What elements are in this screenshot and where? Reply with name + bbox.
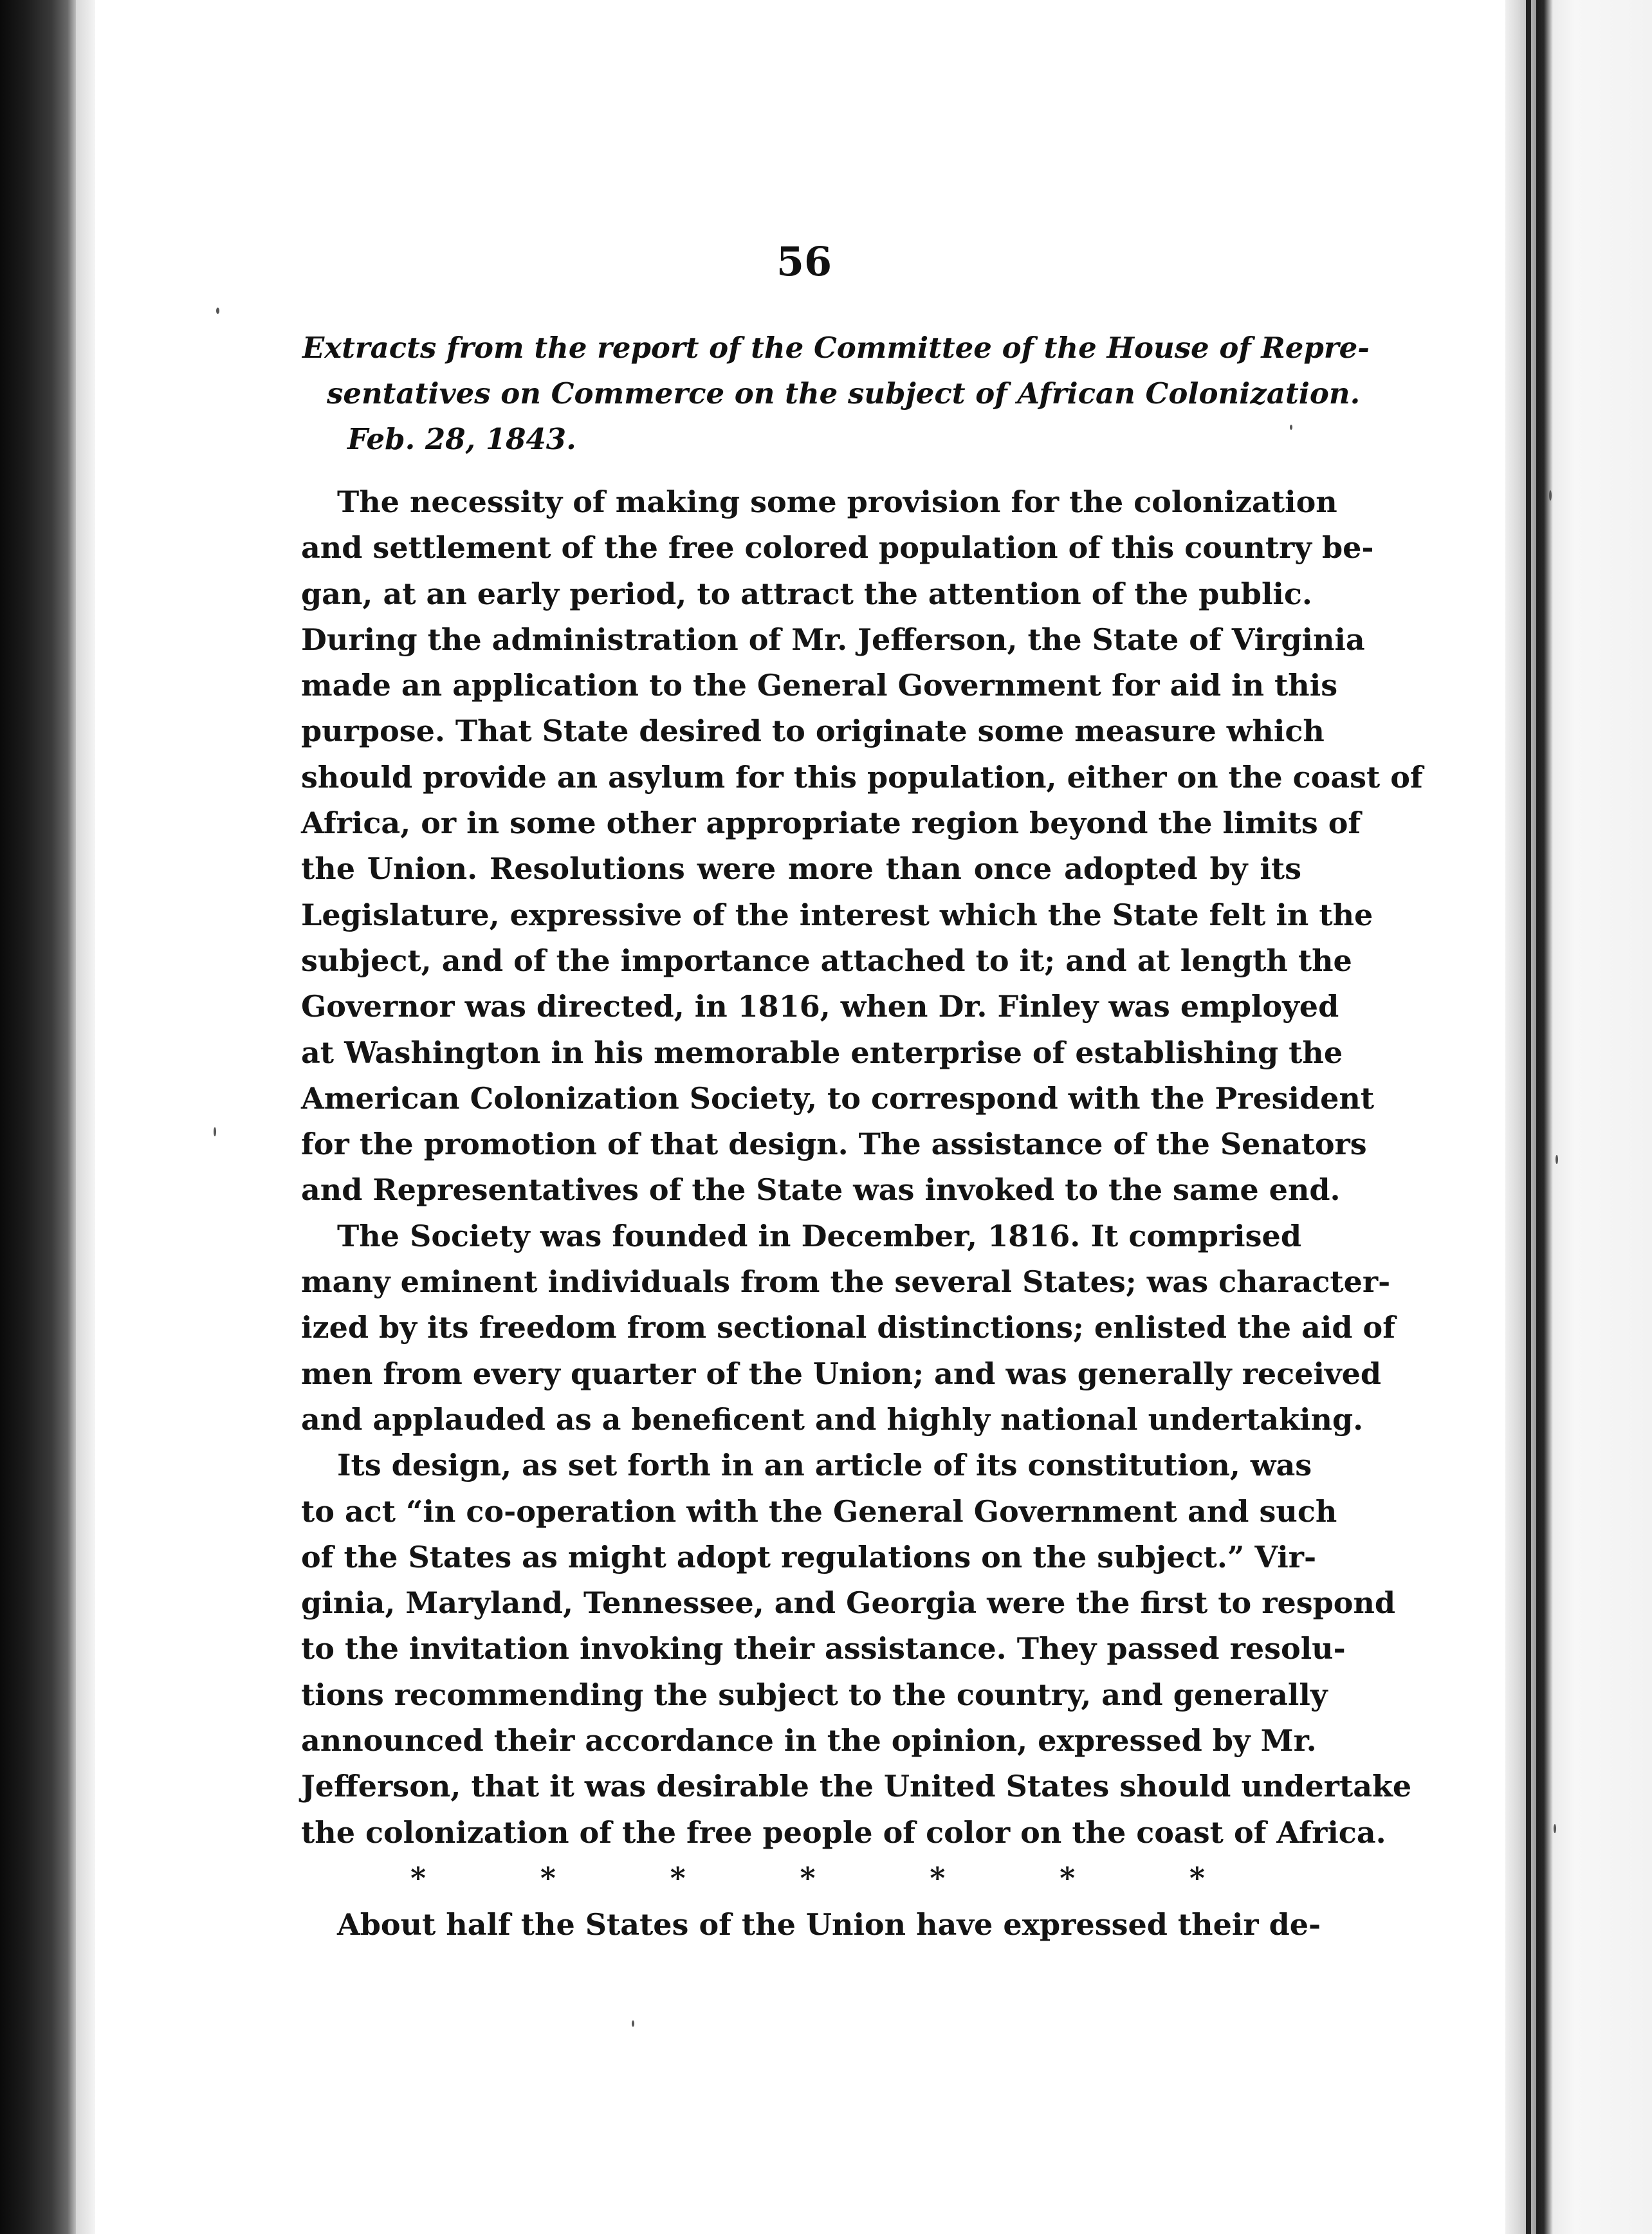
heading-line: Extracts from the report of the Committee of the House of Repre- (302, 331, 1370, 365)
text-line: should provide an asylum for this population, either on the coast of (301, 759, 1423, 795)
text-line: Its design, as set forth in an article of its constitution, was (337, 1448, 1312, 1483)
scan-speck (1549, 490, 1552, 501)
text-line: and settlement of the free colored population of this country be- (301, 530, 1374, 566)
page-fold-line (1526, 0, 1531, 2234)
text-line: tions recommending the subject to the country, and generally (301, 1677, 1328, 1712)
section-separator (301, 1858, 1301, 1898)
paragraph-society-design (301, 1443, 1412, 1856)
text-line: made an application to the General Government for aid in this (301, 668, 1338, 703)
asterisk: * (930, 1860, 946, 1896)
text-line: Africa, or in some other appropriate region beyond the limits of (301, 806, 1361, 841)
text-line: Governor was directed, in 1816, when Dr. Finley was employed (301, 989, 1339, 1024)
asterisk: * (670, 1860, 686, 1896)
text-line: and Representatives of the State was invoked to the same end. (301, 1172, 1341, 1208)
scan-speck (1556, 1155, 1558, 1164)
text-line: announced their accordance in the opinion, expressed by Mr. (301, 1723, 1317, 1759)
paragraph-closing (301, 1902, 1321, 1948)
scan-speck (1554, 1824, 1556, 1833)
text-line: Jefferson, that it was desirable the United States should undertake (301, 1769, 1412, 1804)
text-line: American Colonization Society, to correspond with the President (301, 1080, 1375, 1116)
text-line: About half the States of the Union have expressed their de- (337, 1906, 1321, 1942)
text-line: for the promotion of that design. The assistance of the Senators (301, 1127, 1367, 1162)
text-line: ized by its freedom from sectional distinctions; enlisted the aid of (301, 1310, 1395, 1345)
scan-speck (214, 1127, 216, 1136)
text-line: gan, at an early period, to attract the attention of the public. (301, 576, 1312, 611)
report-body (301, 479, 1423, 1948)
text-line: and applauded as a beneficent and highly national undertaking. (301, 1401, 1364, 1437)
scan-speck (632, 2020, 634, 2027)
text-line: to the invitation invoking their assistance. They passed resolu- (301, 1631, 1346, 1666)
heading-line: sentatives on Commerce on the subject of African Colonization. (327, 376, 1361, 411)
text-line: the colonization of the free people of color on the coast of Africa. (301, 1814, 1386, 1850)
heading-date-line: Feb. 28, 1843. (347, 422, 576, 456)
text-line: of the States as might adopt regulations on the subject.” Vir- (301, 1539, 1317, 1574)
text-line: During the administration of Mr. Jefferson, the State of Virginia (301, 622, 1365, 657)
asterisk: * (410, 1860, 427, 1896)
paragraph-colonization-history (301, 479, 1423, 1214)
text-line: The necessity of making some provision for the colonization (337, 485, 1337, 519)
text-line: men from every quarter of the Union; and was generally received (301, 1356, 1382, 1391)
text-line: The Society was founded in December, 1816. It comprised (337, 1218, 1301, 1253)
text-line: subject, and of the importance attached to it; and at length the (301, 943, 1352, 978)
text-line: purpose. That State desired to originate some measure which (301, 714, 1325, 749)
text-line: the Union. Resolutions were more than once adopted by its (301, 851, 1301, 887)
adjacent-page-edge (1536, 0, 1652, 2234)
text-line: Legislature, expressive of the interest which the State felt in the (301, 897, 1373, 932)
asterisk: * (1060, 1860, 1076, 1896)
asterisk: * (1189, 1860, 1205, 1896)
asterisk: * (800, 1860, 816, 1896)
binding-edge (0, 0, 76, 2234)
paragraph-society-founding (301, 1214, 1395, 1443)
text-line: many eminent individuals from the several States; was character- (301, 1264, 1391, 1300)
scan-speck (216, 308, 219, 314)
text-line: ginia, Maryland, Tennessee, and Georgia were the first to respond (301, 1585, 1396, 1621)
page-gutter (1505, 0, 1536, 2234)
asterisk: * (540, 1860, 556, 1896)
text-line: at Washington in his memorable enterprise of establishing the (301, 1035, 1343, 1070)
extract-heading (302, 325, 1370, 462)
page-number: 56 (776, 238, 832, 285)
text-line: to act “in co-operation with the General Government and such (301, 1493, 1337, 1529)
binding-shadow (76, 0, 95, 2234)
